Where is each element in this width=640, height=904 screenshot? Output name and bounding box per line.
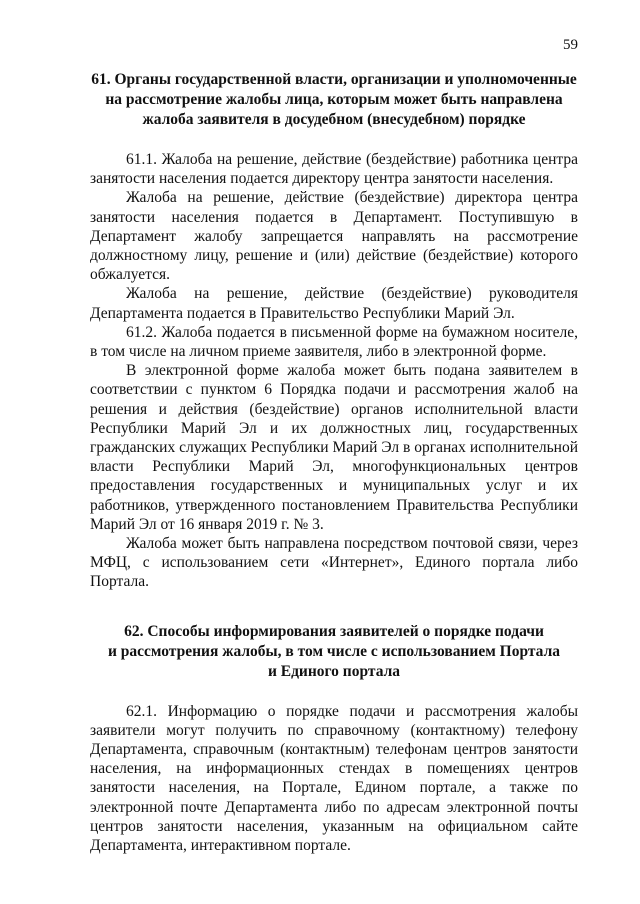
heading-line: на рассмотрение жалобы лица, которым может быть направлена [105,91,563,108]
paragraph-62-1: 62.1. Информацию о порядке подачи и рассмотрения жалобы заявители могут получить по справочному (контактному) телефону Департамента, справочным (контактным) телефонам центров занятости населения, на информационных стендах в помещениях центров занятости населения, на Портале, Едином портале, а также по электронной почте Департамента либо по адресам электронной почты центров занятости населения, указанным на официальном сайте Департамента, интерактивном портале. [90,702,578,855]
section-62 [90,622,578,856]
section-61-heading [90,70,578,130]
page-number: 59 [563,37,578,53]
section-61 [90,70,578,592]
section-62-heading [90,622,578,682]
paragraph-61-1: 61.1. Жалоба на решение, действие (бездействие) работника центра занятости населения подается директору центра занятости населения. [90,151,578,188]
paragraph-electronic-form: В электронной форме жалоба может быть подана заявителем в соответствии с пунктом 6 Порядка подачи и рассмотрения жалоб на решения и действия (бездействие) органов исполнительной власти Республики Марий Эл и их должностных лиц, государственных гражданских служащих Республики Марий Эл в органах исполнительной власти Республики Марий Эл, многофункциональных центров предоставления государственных и муниципальных услуг и их работников, утвержденного постановлением Правительства Республики Марий Эл от 16 января 2019 г. № 3. [90,362,578,533]
paragraph-director-complaint: Жалоба на решение, действие (бездействие) директора центра занятости населения подается в Департамент. Поступившую в Департамент жалобу запрещается направлять на рассмотрение должностному лицу, решение и (или) действие (бездействие) которого обжалуется. [90,189,578,284]
heading-line: и рассмотрения жалобы, в том числе с использованием Портала [107,642,561,660]
heading-line: и Единого портала [267,662,401,680]
paragraph-submission-channels: Жалоба может быть направлена посредством почтовой связи, через МФЦ, с использованием сети «Интернет», Единого портала либо Портала. [90,535,578,591]
paragraph-head-complaint: Жалоба на решение, действие (бездействие) руководителя Департамента подается в Правительство Республики Марий Эл. [90,285,578,322]
paragraph-61-2: 61.2. Жалоба подается в письменной форме на бумажном носителе, в том числе на личном приеме заявителя, либо в электронной форме. [90,323,578,361]
heading-line: 61. Органы государственной власти, организации и уполномоченные [91,71,577,88]
document-body [90,70,578,855]
heading-line: 62. Способы информирования заявителей о порядке подачи [124,622,544,640]
heading-line: жалоба заявителя в досудебном (внесудебном) порядке [142,111,526,128]
